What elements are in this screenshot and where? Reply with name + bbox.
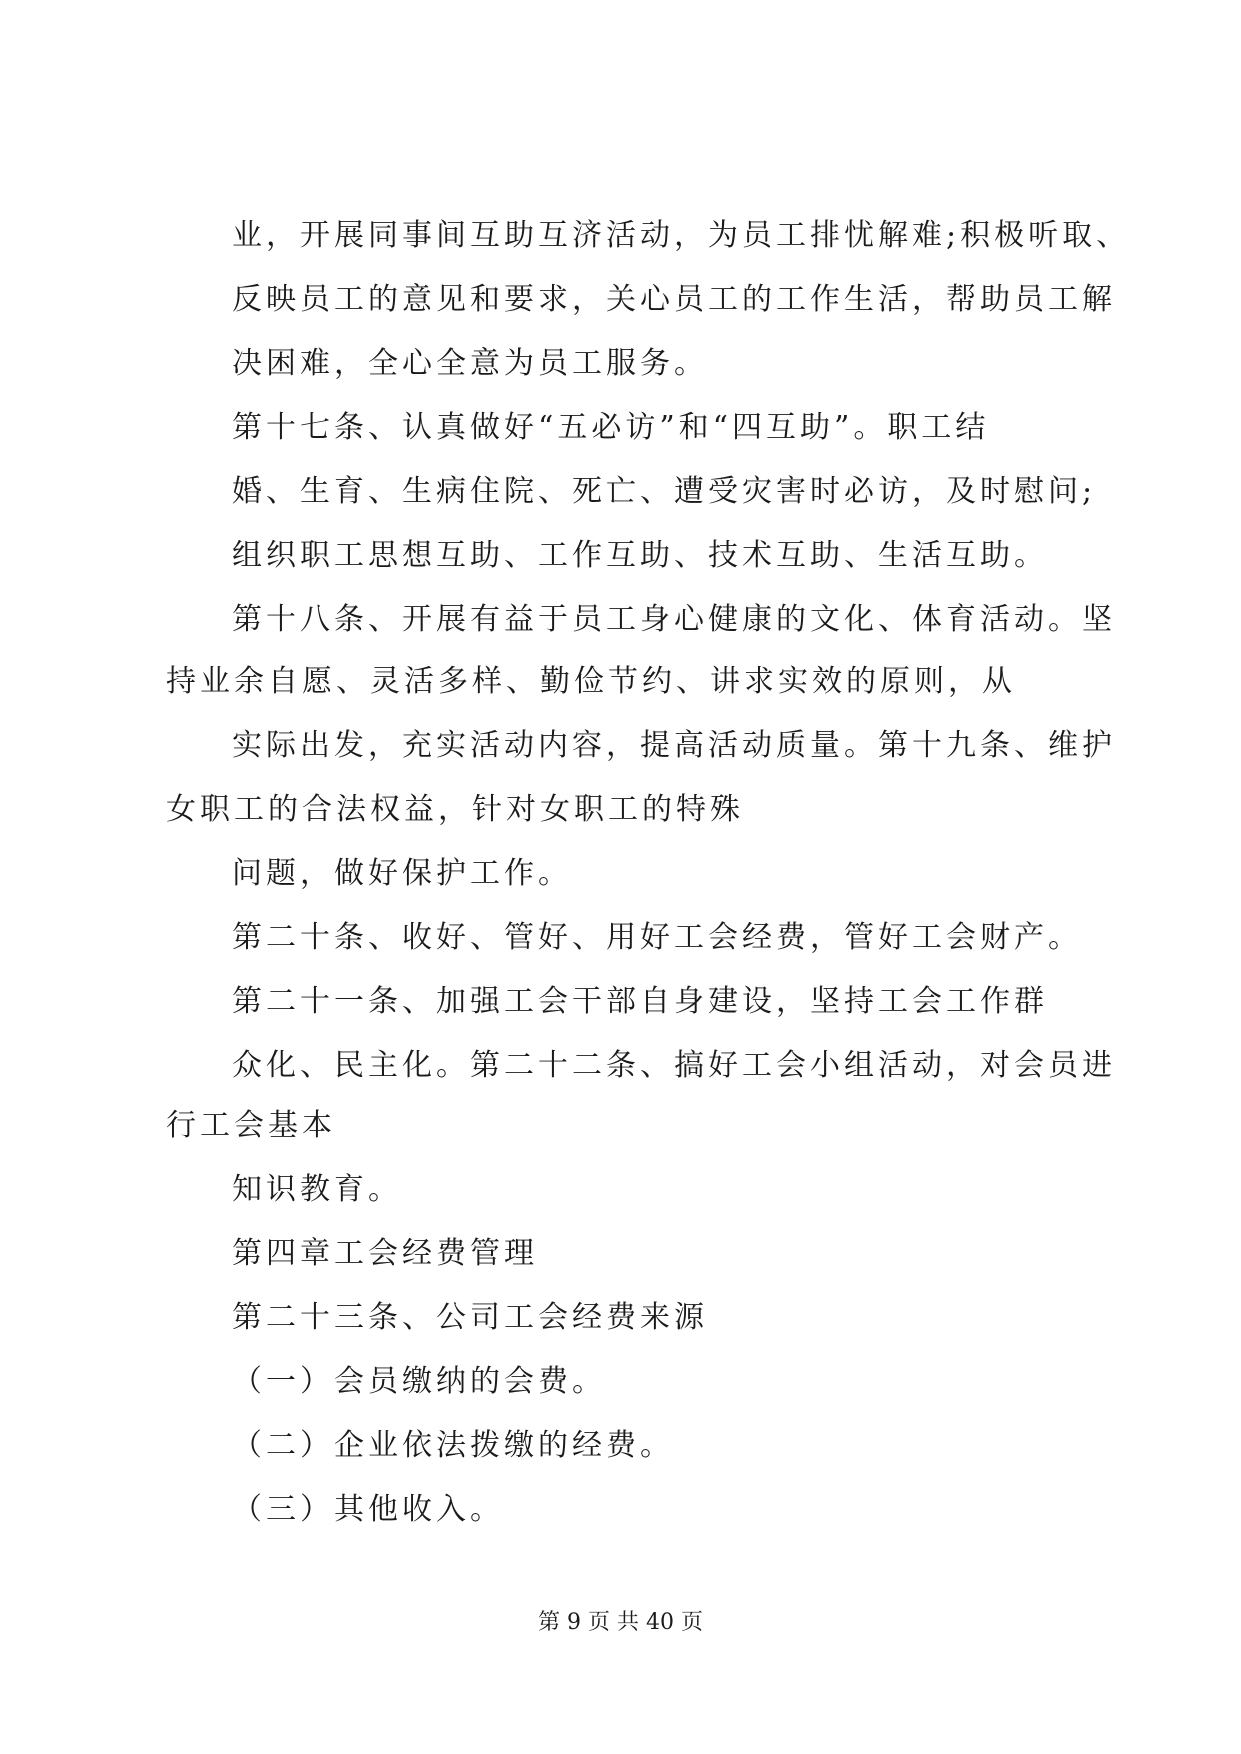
- body-line: 反映员工的意见和要求，关心员工的工作生活，帮助员工解: [232, 282, 1116, 317]
- body-line: 第二十条、收好、管好、用好工会经费，管好工会财产。: [232, 920, 1082, 955]
- body-line: 众化、民主化。第二十二条、搞好工会小组活动，对会员进: [232, 1048, 1116, 1083]
- body-line: 第十七条、认真做好“五必访”和“四互助”。职工结: [232, 410, 990, 445]
- body-line: 组织职工思想互助、工作互助、技术互助、生活互助。: [232, 538, 1048, 573]
- body-line: 实际出发，充实活动内容，提高活动质量。第十九条、维护: [232, 728, 1116, 763]
- body-line: 问题，做好保护工作。: [232, 856, 572, 891]
- list-item: （一）会员缴纳的会费。: [232, 1364, 606, 1399]
- body-line: 第二十三条、公司工会经费来源: [232, 1300, 708, 1335]
- body-line: 知识教育。: [232, 1172, 402, 1207]
- body-line: 决困难，全心全意为员工服务。: [232, 346, 708, 381]
- body-line: 持业余自愿、灵活多样、勤俭节约、讲求实效的原则，从: [166, 664, 1016, 699]
- body-line: 婚、生育、生病住院、死亡、遭受灾害时必访，及时慰问;: [232, 474, 1097, 509]
- body-line: 女职工的合法权益，针对女职工的特殊: [166, 792, 744, 827]
- body-line: 第十八条、开展有益于员工身心健康的文化、体育活动。坚: [232, 602, 1116, 637]
- chapter-heading: 第四章工会经费管理: [232, 1236, 538, 1271]
- body-line: 行工会基本: [166, 1108, 336, 1143]
- body-line: 业，开展同事间互助互济活动，为员工排忧解难;积极听取、: [232, 218, 1131, 253]
- list-item: （三）其他收入。: [232, 1492, 504, 1527]
- list-item: （二）企业依法拨缴的经费。: [232, 1428, 674, 1463]
- body-line: 第二十一条、加强工会干部自身建设，坚持工会工作群: [232, 984, 1048, 1019]
- page-number-footer: 第 9 页 共 40 页: [538, 1610, 703, 1635]
